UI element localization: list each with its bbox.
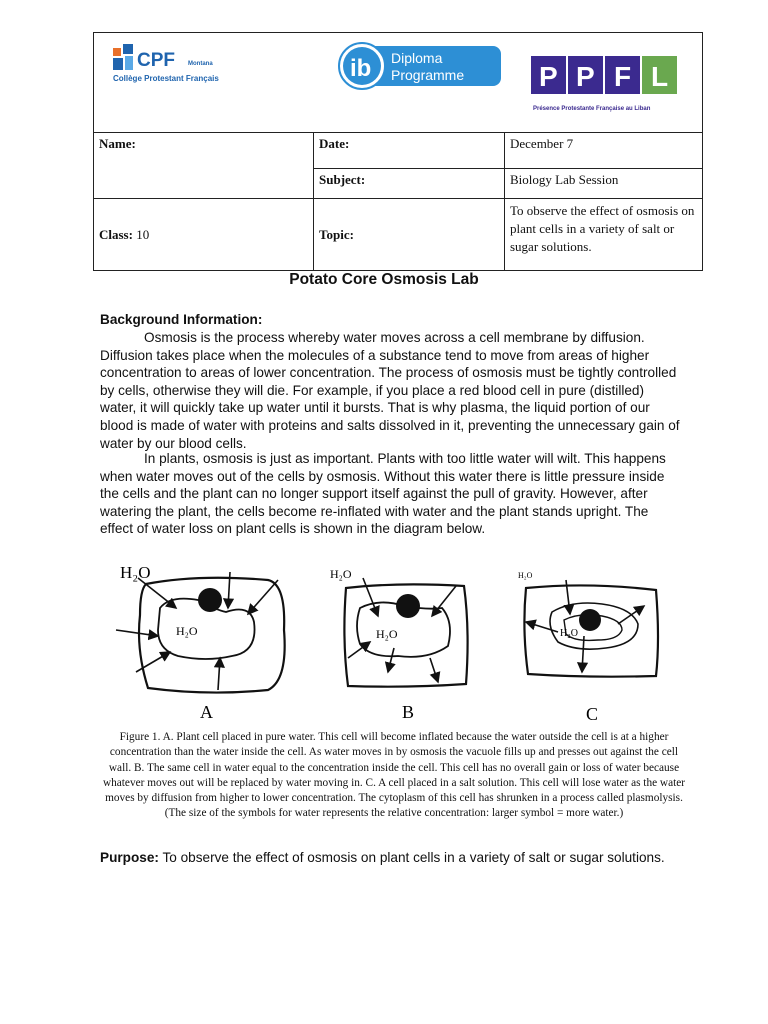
cell-b-h2o-label: H₂O [330, 567, 352, 581]
background-paragraph-2: In plants, osmosis is just as important. Plants with too little water will wilt. This happens when water moves out of the cells by osmosis. Without this water there is little pressure inside the cells and the plant can no longer support itself against the pull of gravity. However, after watering the plant, the cells become re-inflated with water and the plant stands upright. The effect of water loss on plant cells is shown in the diagram below. [100, 451, 666, 537]
topic-label: Topic: [319, 226, 354, 242]
cpf-full: Collège Protestant Français [113, 74, 219, 83]
cell-a [116, 572, 285, 693]
purpose-label: Purpose: [100, 850, 159, 865]
row-class-topic [94, 199, 703, 271]
cell-c-inner-h2o: H₂O [560, 628, 578, 639]
cell-c-letter: C [586, 704, 599, 724]
subject-value-cell [505, 169, 703, 199]
cell-b [344, 578, 467, 687]
cell-c [524, 580, 658, 677]
cell-c-h2o-label: H₂O [518, 571, 533, 580]
osmosis-diagram [108, 560, 688, 725]
topic-value: To observe the effect of osmosis on plant cells in a variety of salt or sugar solutions. [510, 203, 695, 254]
background-paragraph-1: Osmosis is the process whereby water moves across a cell membrane by diffusion. Diffusion takes place when the molecules of a substance tend to move from areas of higher concentration to areas of lower concentration. The process of osmosis must be tightly controlled by cells, otherwise they will die. For example, if you place a red blood cell in pure (distilled) water, it will quickly take up water until it bursts. That is why plasma, the liquid portion of our blood is made of water with proteins and salts dissolved in it, preventing the unnecessary gain of water by our blood cells. [100, 330, 680, 451]
header-table [93, 32, 703, 271]
cpf-name: CPF [137, 50, 175, 71]
subject-label-cell [314, 169, 505, 199]
date-label: Date: [319, 136, 350, 151]
background-heading: Background Information: [100, 312, 263, 327]
svg-text:P: P [539, 61, 558, 92]
topic-value-cell [505, 199, 703, 271]
svg-text:L: L [651, 61, 669, 92]
cell-b-inner-h2o: H₂O [376, 627, 398, 641]
ib-logo [339, 43, 501, 89]
ib-line1: Diploma [391, 50, 443, 66]
ppfl-logo [531, 56, 677, 112]
cpf-logo [113, 44, 219, 83]
date-value: December 7 [510, 136, 574, 151]
date-label-cell [314, 133, 505, 169]
logo-row [94, 33, 703, 133]
purpose-section [100, 849, 682, 867]
cell-a-h2o-label: H₂O [120, 563, 151, 582]
ppfl-full: Présence Protestante Française au Liban [533, 106, 651, 112]
class-label: Class: [99, 226, 133, 242]
cell-a-inner-h2o: H₂O [176, 624, 198, 638]
subject-label: Subject: [319, 172, 366, 187]
ib-mark: ib [350, 55, 372, 82]
figure-caption: Figure 1. A. Plant cell placed in pure water. This cell will become inflated because the water outside the cell is at a higher concentration than the water inside the cell. As water moves in by osmosis the vacuole fills up and presses out against the cell wall. B. The same cell in water equal to the concentration inside the cell. This cell has no overall gain or loss of water because whatever moves out will be replaced by water moving in. C. A cell placed in a salt solution. This cell will lose water as the water moves by diffusion from higher to lower concentration. The cytoplasm of this cell has shrunken in a process called plasmolysis. (The size of the symbols for water represents the relative concentration: larger symbol = more water.) [102, 731, 686, 820]
ib-line2: Programme [391, 67, 465, 83]
class-cell [94, 199, 314, 271]
date-value-cell [505, 133, 703, 169]
purpose-text: To observe the effect of osmosis on plant cells in a variety of salt or sugar solutions. [158, 850, 665, 865]
logo-banner [94, 33, 703, 133]
name-cell[interactable] [94, 133, 314, 199]
row-name-date [94, 133, 703, 169]
cell-a-letter: A [200, 702, 213, 722]
cpf-sub: Montana [188, 61, 213, 67]
name-label: Name: [99, 136, 136, 151]
svg-text:F: F [614, 61, 632, 92]
page-title: Potato Core Osmosis Lab [289, 271, 479, 288]
cell-b-letter: B [402, 702, 415, 722]
topic-label-cell [314, 199, 505, 271]
subject-value: Biology Lab Session [510, 172, 619, 187]
svg-text:P: P [576, 61, 595, 92]
class-value: 10 [136, 226, 150, 242]
logos [99, 36, 697, 124]
